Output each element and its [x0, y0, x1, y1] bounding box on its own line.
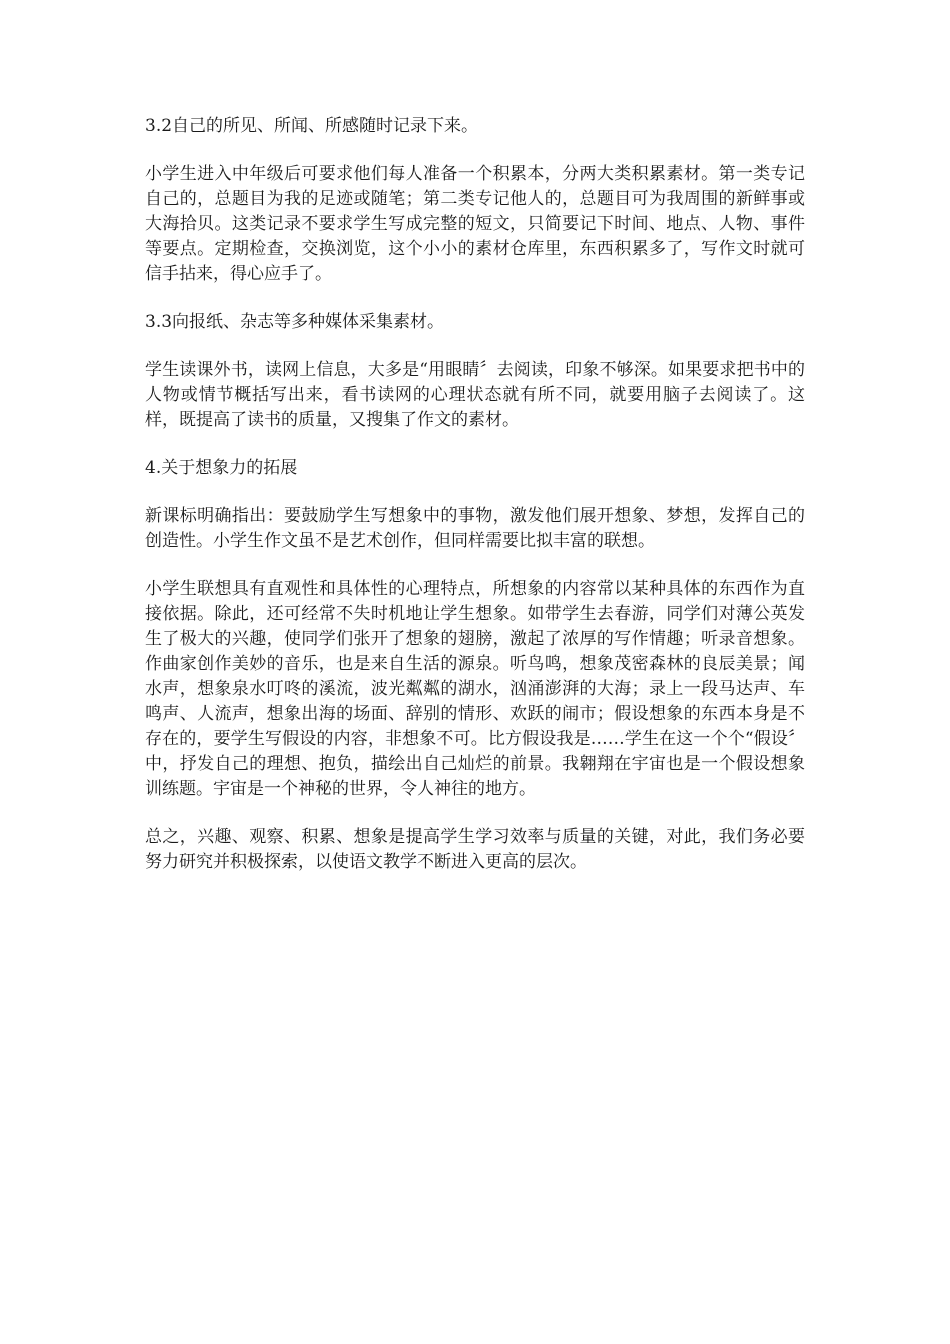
document-body	[145, 114, 805, 898]
paragraph-conclusion: 总之，兴趣、观察、积累、想象是提高学生学习效率与质量的关键，对此，我们务必要努力研究并积极探索，以使语文教学不断进入更高的层次。	[145, 827, 805, 872]
paragraph-3-2: 小学生进入中年级后可要求他们每人准备一个积累本，分两大类积累素材。第一类专记自己的，总题目为我的足迹或随笔；第二类专记他人的，总题目可为我周围的新鲜事或大海拾贝。这类记录不要求学生写成完整的短文，只简要记下时间、地点、人物、事件等要点。定期检查，交换浏览，这个小小的素材仓库里，东西积累多了，写作文时就可信手拈来，得心应手了。	[145, 164, 805, 284]
paragraph-4-2: 小学生联想具有直观性和具体性的心理特点，所想象的内容常以某种具体的东西作为直接依据。除此，还可经常不失时机地让学生想象。如带学生去春游，同学们对薄公英发生了极大的兴趣，使同学们张开了想象的翅膀，激起了浓厚的写作情趣；听录音想象。作曲家创作美妙的音乐，也是来自生活的源泉。听鸟鸣，想象茂密森林的良辰美景；闻水声，想象泉水叮咚的溪流，波光粼粼的湖水，汹涌澎湃的大海；录上一段马达声、车鸣声、人流声，想象出海的场面、辞别的情形、欢跃的闹市；假设想象的东西本身是不存在的，要学生写假设的内容，非想象不可。比方假设我是……学生在这一个个“假设〞中，抒发自己的理想、抱负，描绘出自己灿烂的前景。我翱翔在宇宙也是一个假设想象训练题。宇宙是一个神秘的世界，令人神往的地方。	[145, 579, 805, 799]
section-heading-4: 4.关于想象力的拓展	[145, 458, 298, 478]
paragraph-3-3: 学生读课外书，读网上信息，大多是“用眼睛〞去阅读，印象不够深。如果要求把书中的人物或情节概括写出来，看书读网的心理状态就有所不同，就要用脑子去阅读了。这样，既提高了读书的质量，又搜集了作文的素材。	[145, 360, 805, 430]
section-heading-3-2: 3.2自己的所见、所闻、所感随时记录下来。	[145, 116, 479, 136]
section-heading-3-3: 3.3向报纸、杂志等多种媒体采集素材。	[145, 312, 445, 332]
paragraph-4-1: 新课标明确指出：要鼓励学生写想象中的事物，激发他们展开想象、梦想，发挥自己的创造性。小学生作文虽不是艺术创作，但同样需要比拟丰富的联想。	[145, 506, 805, 551]
